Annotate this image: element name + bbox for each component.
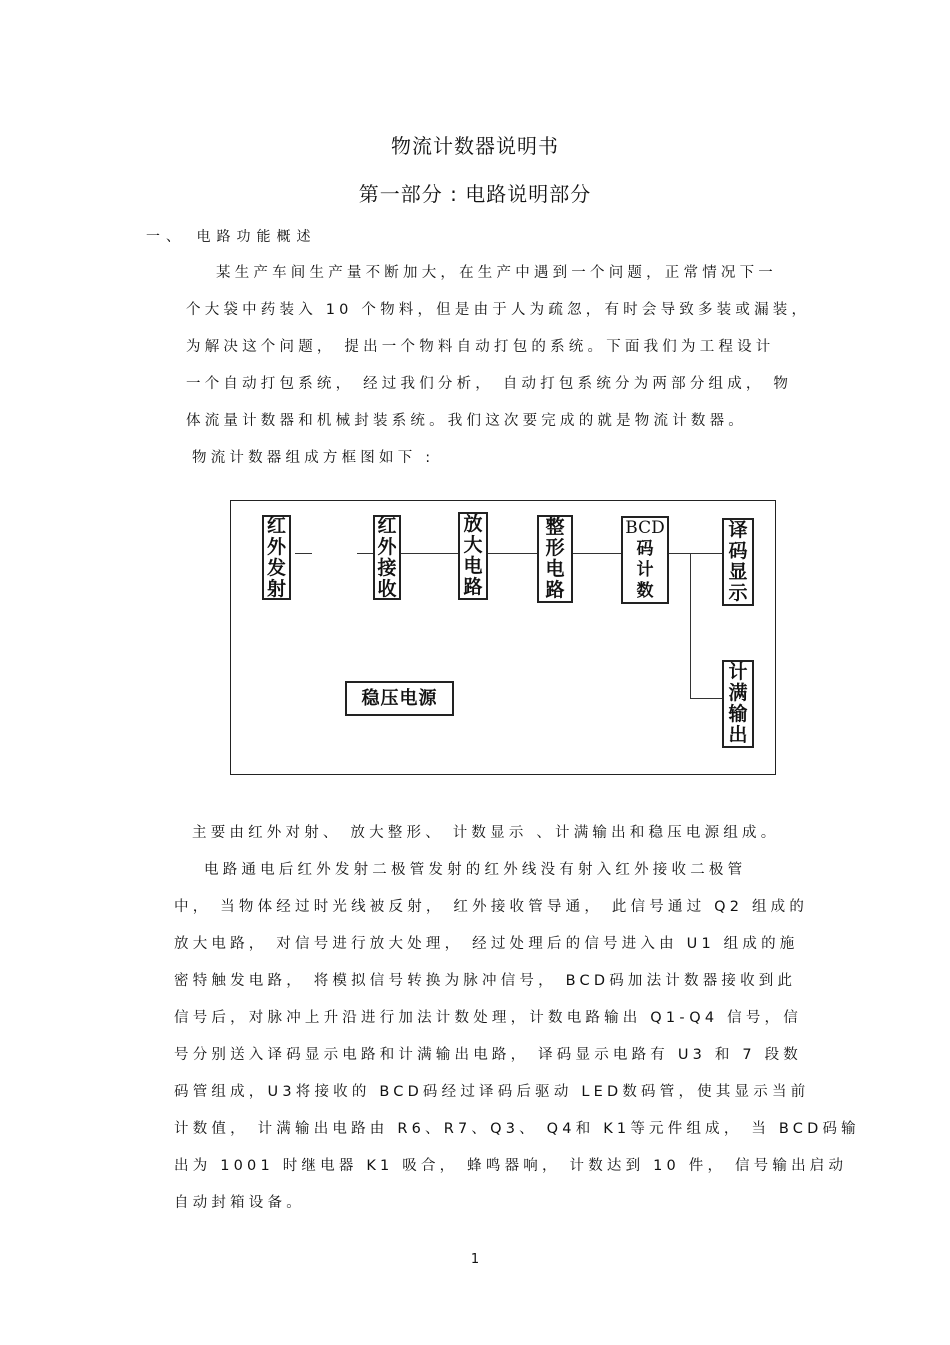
block-diagram — [230, 500, 776, 775]
section-heading: 一、 电路功能概述 — [146, 229, 317, 245]
connector-line — [295, 553, 312, 554]
body-line: 中， 当物体经过时光线被反射， 红外接收管导通， 此信号通过 Q2 组成的 — [174, 899, 809, 915]
intro-line: 体流量计数器和机械封装系统。我们这次要完成的就是物流计数器。 — [186, 413, 747, 429]
intro-line: 为解决这个问题， 提出一个物料自动打包的系统。下面我们为工程设计 — [186, 339, 775, 355]
page-number: 1 — [470, 1252, 480, 1267]
body-line: 自动封箱设备。 — [174, 1195, 305, 1211]
body-line: 计数值， 计满输出电路由 R6、R7、Q3、 Q4和 K1等元件组成， 当 BCD码输 — [174, 1121, 860, 1137]
body-paragraph — [174, 852, 860, 1222]
connector-line — [690, 698, 722, 699]
connector-line — [357, 553, 373, 554]
shaper-block: 整形电路 — [537, 515, 573, 603]
body-line: 码管组成，U3将接收的 BCD码经过译码后驱动 LED数码管，使其显示当前 — [174, 1084, 810, 1100]
intro-line: 某生产车间生产量不断加大，在生产中遇到一个问题，正常情况下一 — [216, 265, 777, 281]
summary-line: 主要由红外对射、 放大整形、 计数显示 、计满输出和稳压电源组成。 — [192, 825, 780, 841]
power-supply-block: 稳压电源 — [345, 681, 454, 716]
document-title: 物流计数器说明书 — [391, 134, 559, 158]
part-subtitle: 第一部分 : 电路说明部分 — [358, 182, 592, 206]
intro-paragraph — [186, 255, 826, 477]
connector-line — [573, 553, 621, 554]
decoder-display-block: 译码显示 — [722, 518, 754, 606]
ir-emitter-block: 红外发射 — [262, 515, 291, 600]
connector-line — [488, 553, 537, 554]
body-line: 密特触发电路， 将模拟信号转换为脉冲信号， BCD码加法计数器接收到此 — [174, 973, 797, 989]
amplifier-block: 放大电路 — [458, 512, 488, 600]
connector-line — [401, 553, 458, 554]
body-line: 放大电路， 对信号进行放大处理， 经过处理后的信号进入由 U1 组成的施 — [174, 936, 799, 952]
full-output-block: 计满输出 — [722, 660, 754, 748]
body-line: 信号后，对脉冲上升沿进行加法计数处理，计数电路输出 Q1-Q4 信号，信 — [174, 1010, 802, 1026]
intro-line: 个大袋中药装入 10 个物料，但是由于人为疏忽，有时会导致多装或漏装， — [186, 302, 811, 318]
diagram-caption: 物流计数器组成方框图如下 : — [192, 450, 435, 466]
ir-receiver-block: 红外接收 — [373, 515, 401, 600]
body-line: 号分别送入译码显示电路和计满输出电路， 译码显示电路有 U3 和 7 段数 — [174, 1047, 803, 1063]
body-line: 电路通电后红外发射二极管发射的红外线没有射入红外接收二极管 — [204, 862, 747, 878]
bcd-counter-block: BCD 码 计 数 — [621, 516, 669, 604]
connector-line — [669, 553, 722, 554]
intro-line: 一个自动打包系统， 经过我们分析， 自动打包系统分为两部分组成， 物 — [186, 376, 793, 392]
connector-line — [690, 553, 691, 699]
body-line: 出为 1001 时继电器 K1 吸合， 蜂鸣器响， 计数达到 10 件， 信号输出启动 — [174, 1158, 848, 1174]
